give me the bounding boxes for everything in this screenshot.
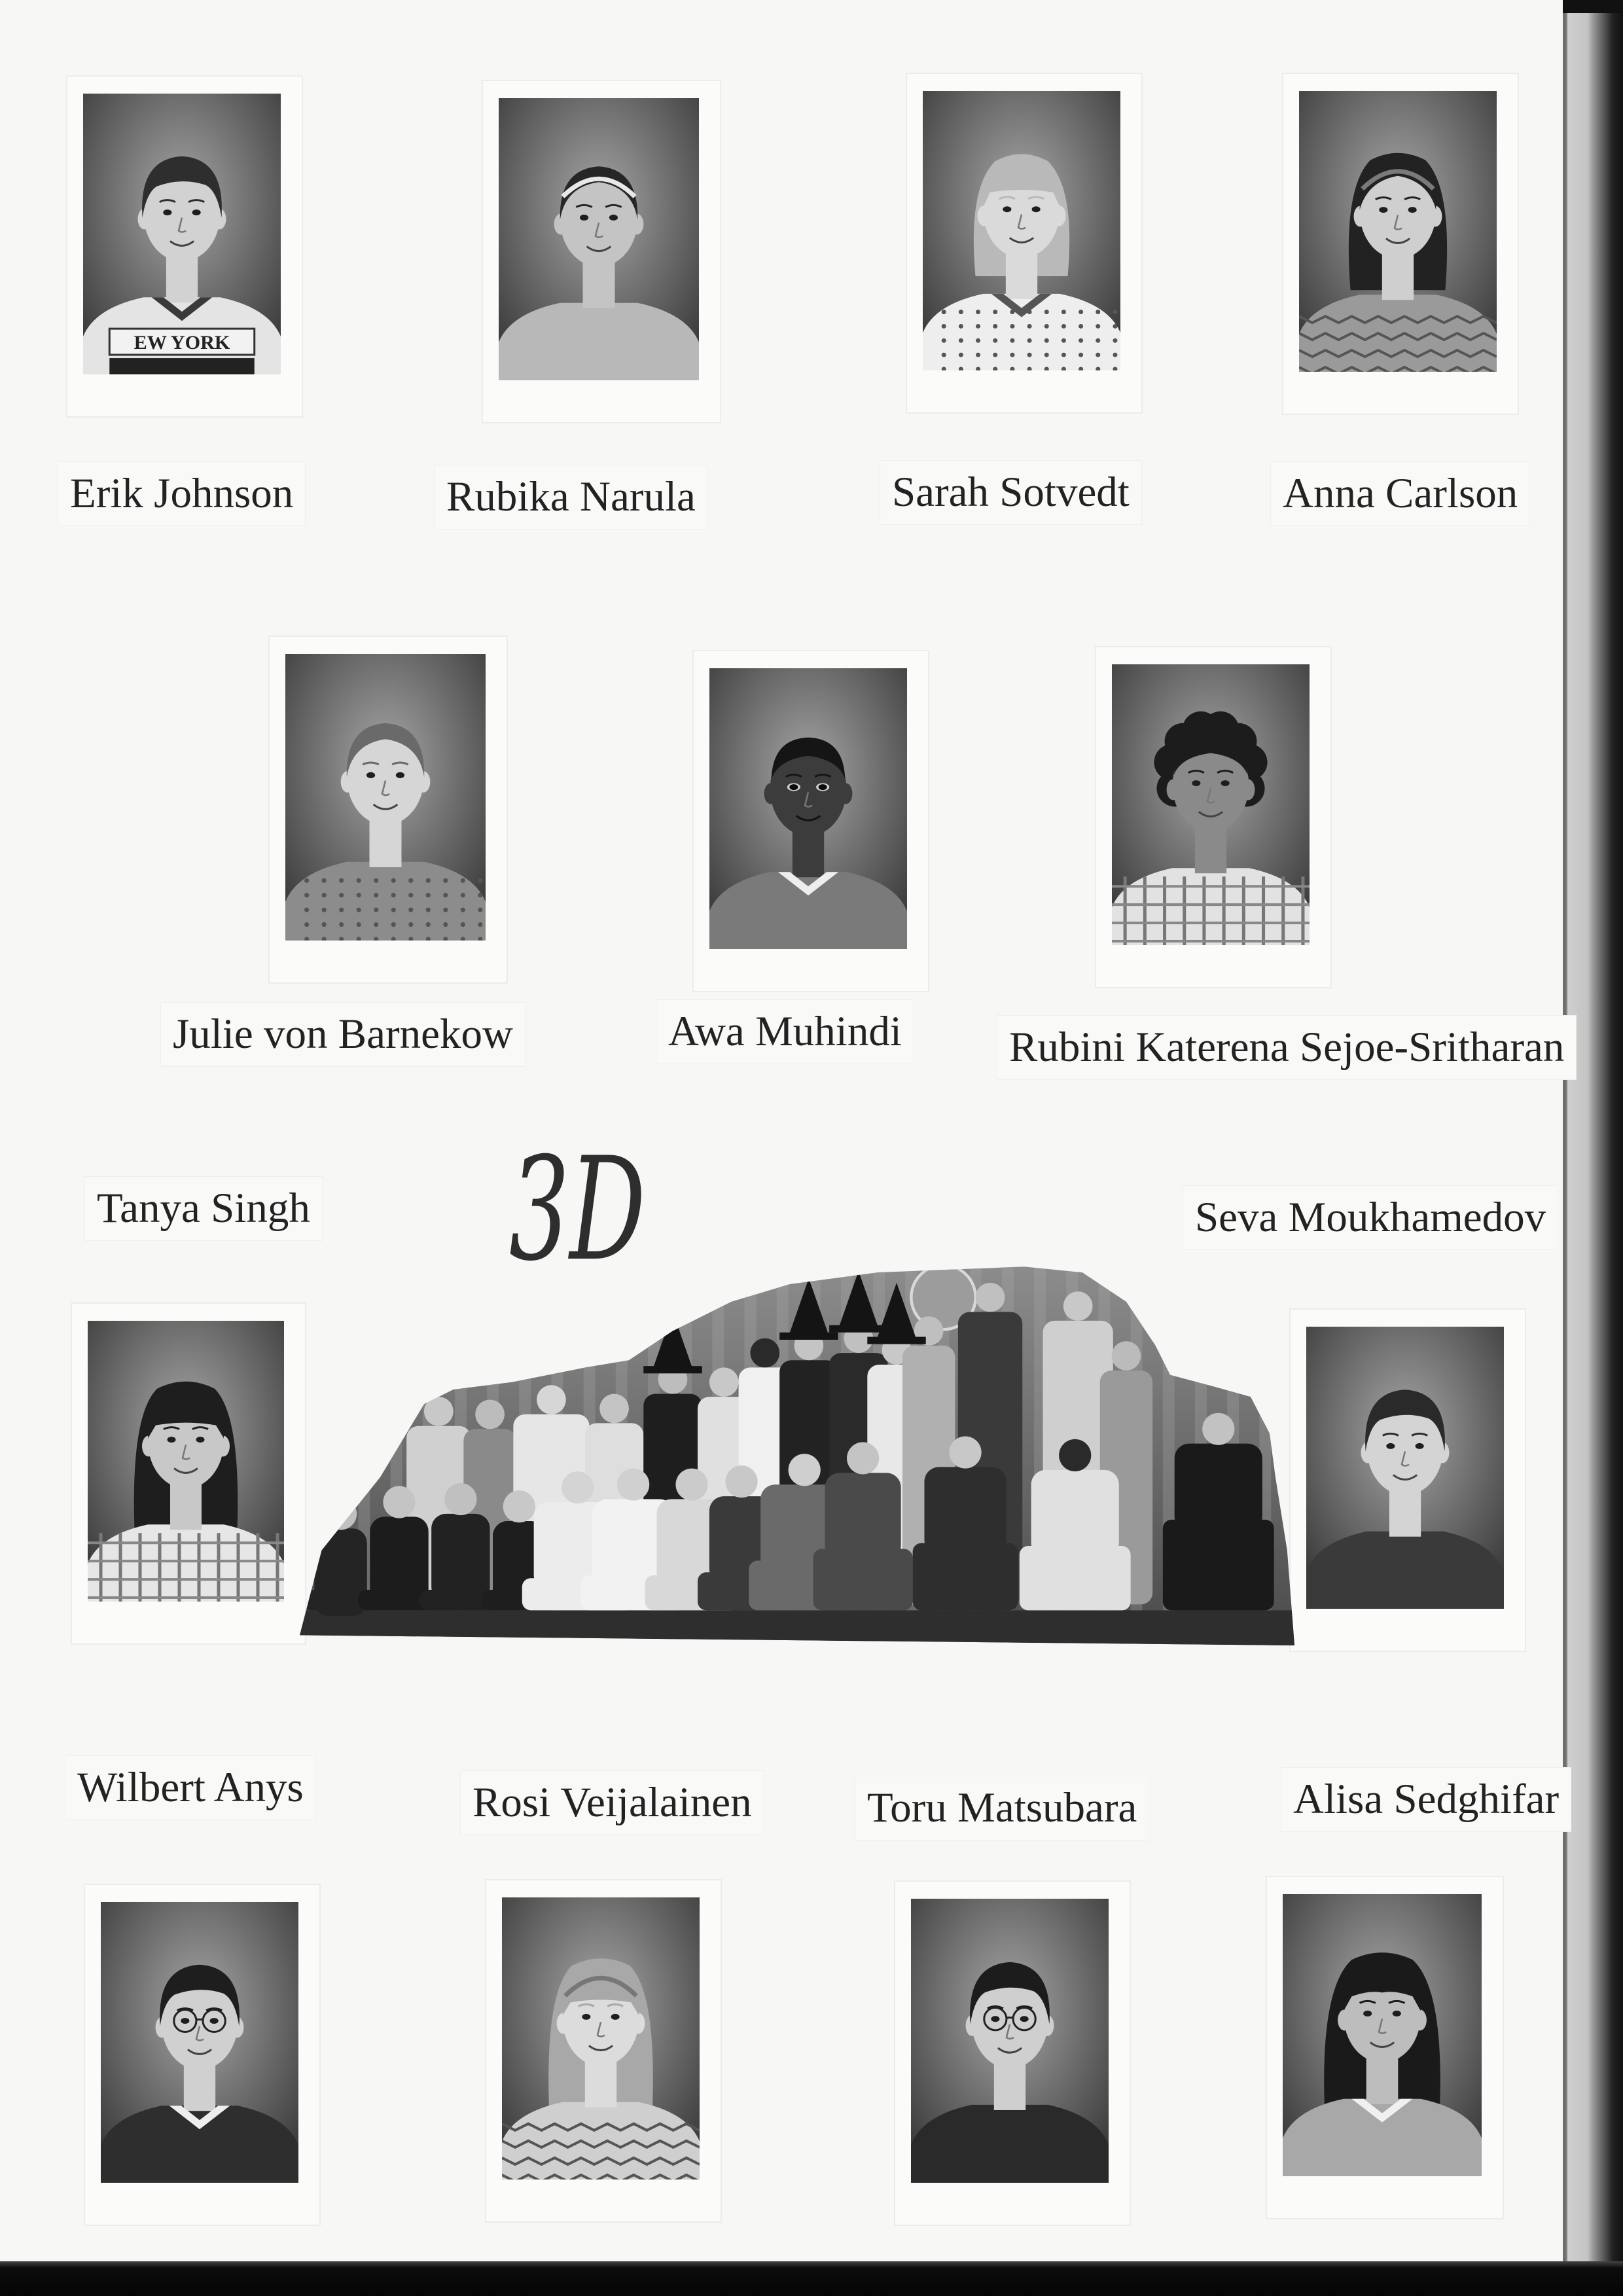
student-photo-rubika-narula [499, 98, 699, 380]
witch-hat-brim [779, 1333, 838, 1340]
stage-floor [300, 1610, 1294, 1645]
book-binding-edge [1563, 0, 1623, 2296]
portrait-image [1299, 91, 1497, 372]
student-name: Sarah Sotvedt [880, 461, 1141, 524]
portrait-image [83, 94, 281, 374]
standing-child-head [1112, 1341, 1141, 1371]
witch-hat-brim [643, 1366, 702, 1373]
standing-child-head [709, 1367, 739, 1397]
portrait-image [923, 91, 1120, 370]
group-photo [300, 1265, 1294, 1645]
scan-bottom-edge [0, 2261, 1623, 2296]
student-photo-julie-von-barnekow [285, 654, 486, 941]
standing-child-head [537, 1385, 566, 1414]
student-name: Wilbert Anys [65, 1756, 315, 1820]
portrait-image [1306, 1327, 1504, 1609]
seated-child-head [562, 1471, 594, 1503]
seated-child-head [675, 1469, 707, 1501]
standing-child-head [424, 1397, 454, 1426]
portrait-image [499, 98, 699, 380]
seated-child-head [617, 1469, 649, 1501]
portrait-image [101, 1902, 298, 2183]
student-name: Anna Carlson [1271, 462, 1529, 526]
student-name: Tanya Singh [85, 1177, 322, 1240]
student-photo-erik-johnson [83, 94, 281, 374]
student-name: Rubika Narula [435, 465, 707, 529]
student-name: Julie von Barnekow [161, 1003, 525, 1066]
student-photo-alisa-sedghifar [1283, 1894, 1482, 2176]
student-name: Erik Johnson [58, 462, 305, 526]
student-photo-seva-moukhamedov [1306, 1327, 1504, 1609]
student-photo-tanya-singh [88, 1321, 284, 1602]
student-name: Rubini Katerena Sejoe-Sritharan [997, 1016, 1576, 1079]
portrait-image [709, 668, 907, 949]
seated-child-legs [1020, 1546, 1131, 1610]
standing-child-head [750, 1338, 779, 1368]
seated-child-head [949, 1436, 981, 1468]
seated-child-body [1175, 1444, 1262, 1532]
seated-child-head [325, 1498, 357, 1530]
portrait-image [88, 1321, 284, 1602]
seated-child-head [725, 1465, 757, 1498]
witch-hat-brim [829, 1325, 887, 1333]
seated-child-head [789, 1454, 821, 1486]
seated-child-head [1202, 1413, 1234, 1445]
shirt-lettering: EW YORK [134, 331, 230, 354]
seated-child-legs [1163, 1520, 1274, 1611]
student-photo-awa-muhindi [709, 668, 907, 949]
seated-child-head [1059, 1439, 1091, 1471]
curtain-fold [1292, 1265, 1294, 1616]
standing-child-head [976, 1283, 1005, 1312]
group-photo-image [300, 1265, 1294, 1645]
seated-child-head [847, 1442, 879, 1474]
student-photo-rosi-veijalainen [502, 1897, 700, 2179]
student-photo-anna-carlson [1299, 91, 1497, 372]
portrait-image [1283, 1894, 1482, 2176]
seated-child-body [431, 1514, 490, 1602]
seated-child-head [444, 1483, 476, 1515]
standing-child-head [1063, 1291, 1093, 1321]
standing-child-head [475, 1400, 505, 1429]
seated-child-legs [813, 1549, 913, 1611]
student-photo-wilbert-anys [101, 1902, 298, 2183]
standing-child-head [599, 1394, 629, 1424]
portrait-image [502, 1897, 700, 2179]
portrait-image [1112, 664, 1310, 945]
witch-hat-brim [867, 1336, 925, 1344]
student-name: Seva Moukhamedov [1183, 1186, 1558, 1249]
student-photo-toru-matsubara [911, 1899, 1109, 2183]
student-photo-rubini-katerena-sejoe-sritharan [1112, 664, 1310, 945]
seated-child-legs [913, 1543, 1018, 1611]
student-name: Toru Matsubara [855, 1776, 1149, 1840]
student-name: Rosi Veijalainen [461, 1771, 764, 1835]
seated-child-head [503, 1490, 535, 1522]
student-name: Awa Muhindi [656, 1000, 914, 1064]
student-photo-sarah-sotvedt [923, 91, 1120, 370]
portrait-image [285, 654, 486, 941]
seated-child-body [825, 1473, 901, 1560]
portrait-image [911, 1899, 1109, 2183]
scan-corner-shadow [1563, 0, 1623, 13]
seated-child-head [383, 1486, 415, 1518]
seated-child-body [1031, 1470, 1119, 1558]
student-name: Alisa Sedghifar [1281, 1768, 1571, 1831]
class-label: 3D [509, 1127, 646, 1293]
seated-child-body [924, 1467, 1006, 1554]
